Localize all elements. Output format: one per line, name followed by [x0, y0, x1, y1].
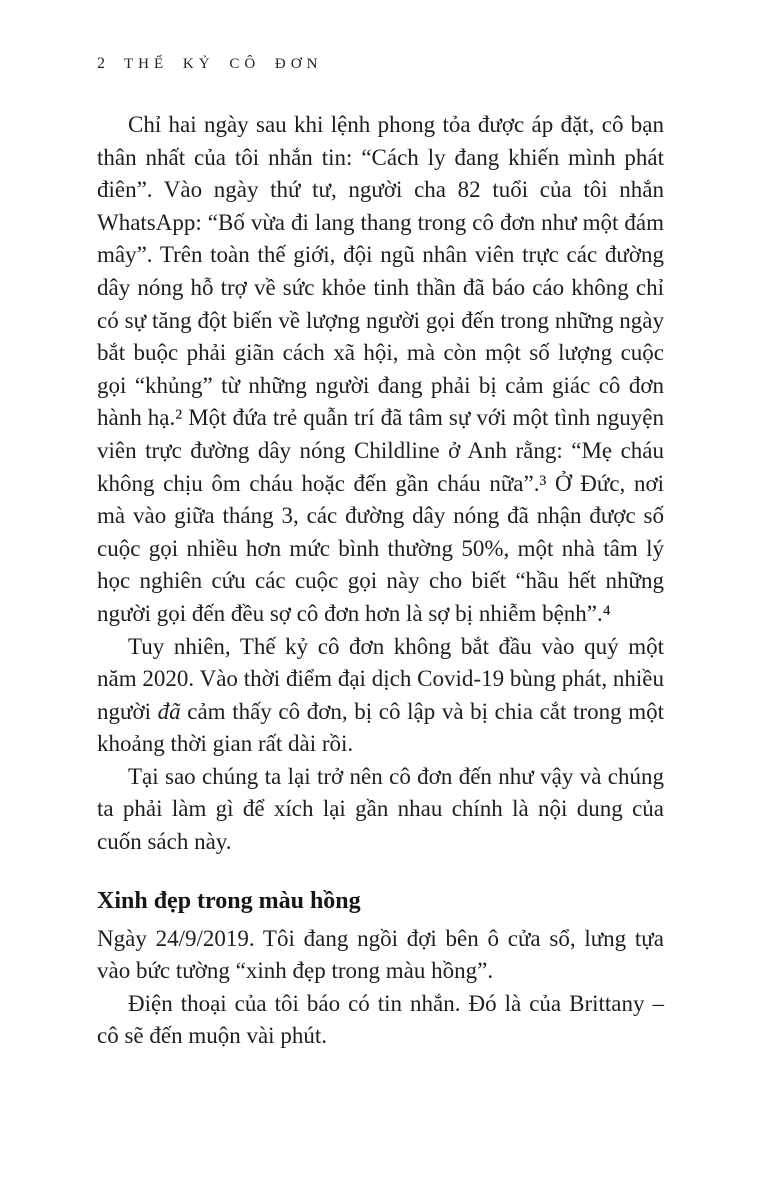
paragraph-however-text-before: Tuy nhiên, Thế kỷ cô đơn không bắt đầu vào quý một năm 2020. Vào thời điểm đại dịch Covid-19 bùng phát, nhiều người — [97, 633, 664, 724]
paragraph-date: Ngày 24/9/2019. Tôi đang ngồi đợi bên ô cửa sổ, lưng tựa vào bức tường “xinh đẹp trong màu hồng”. — [97, 925, 664, 984]
paragraph-why: Tại sao chúng ta lại trở nên cô đơn đến như vậy và chúng ta phải làm gì để xích lại gần nhau chính là nội dung của cuốn sách này. — [97, 763, 664, 855]
paragraph-lockdown: Chỉ hai ngày sau khi lệnh phong tỏa được áp đặt, cô bạn thân nhất của tôi nhắn tin: “Cách ly đang khiến mình phát điên”. Vào ngày thứ tư, người cha 82 tuổi của tôi nhắn WhatsApp: “Bố vừa đi lang thang trong cô đơn như một đám mây”. Trên toàn thế giới, đội ngũ nhân viên trực các đường dây nóng hỗ trợ về sức khỏe tinh thần đã báo cáo không chỉ có sự tăng đột biến về lượng người gọi đến trong những ngày bắt buộc phải giãn cách xã hội, mà còn một số lượng cuộc gọi “khủng” từ những người đang phải bị cảm giác cô đơn hành hạ.² Một đứa trẻ quẫn trí đã tâm sự với một tình nguyện viên trực đường dây nóng Childline ở Anh rằng: “Mẹ cháu không chịu ôm cháu hoặc đến gần cháu nữa”.³ Ở Đức, nơi mà vào giữa tháng 3, các đường dây nóng đã nhận được số cuộc gọi nhiều hơn mức bình thường 50%, một nhà tâm lý học nghiên cứu các cuộc gọi này cho biết “hầu hết những người gọi đến đều sợ cô đơn hơn là sợ bị nhiễm bệnh”.⁴ — [97, 112, 664, 626]
running-title: THẾ KỶ CÔ ĐƠN — [124, 56, 323, 72]
body-text — [97, 109, 664, 1053]
paragraph-phone: Điện thoại của tôi báo có tin nhắn. Đó là của Brittany – cô sẽ đến muộn vài phút. — [97, 990, 664, 1049]
running-header — [97, 55, 664, 73]
paragraph-however-text-after: cảm thấy cô đơn, bị cô lập và bị chia cắt trong một khoảng thời gian rất dài rồi. — [97, 698, 664, 757]
paragraph-however — [97, 631, 664, 761]
page-number: 2 — [97, 55, 106, 72]
section-heading: Xinh đẹp trong màu hồng — [97, 887, 361, 914]
paragraph-however-italic-word: đã — [157, 698, 181, 724]
